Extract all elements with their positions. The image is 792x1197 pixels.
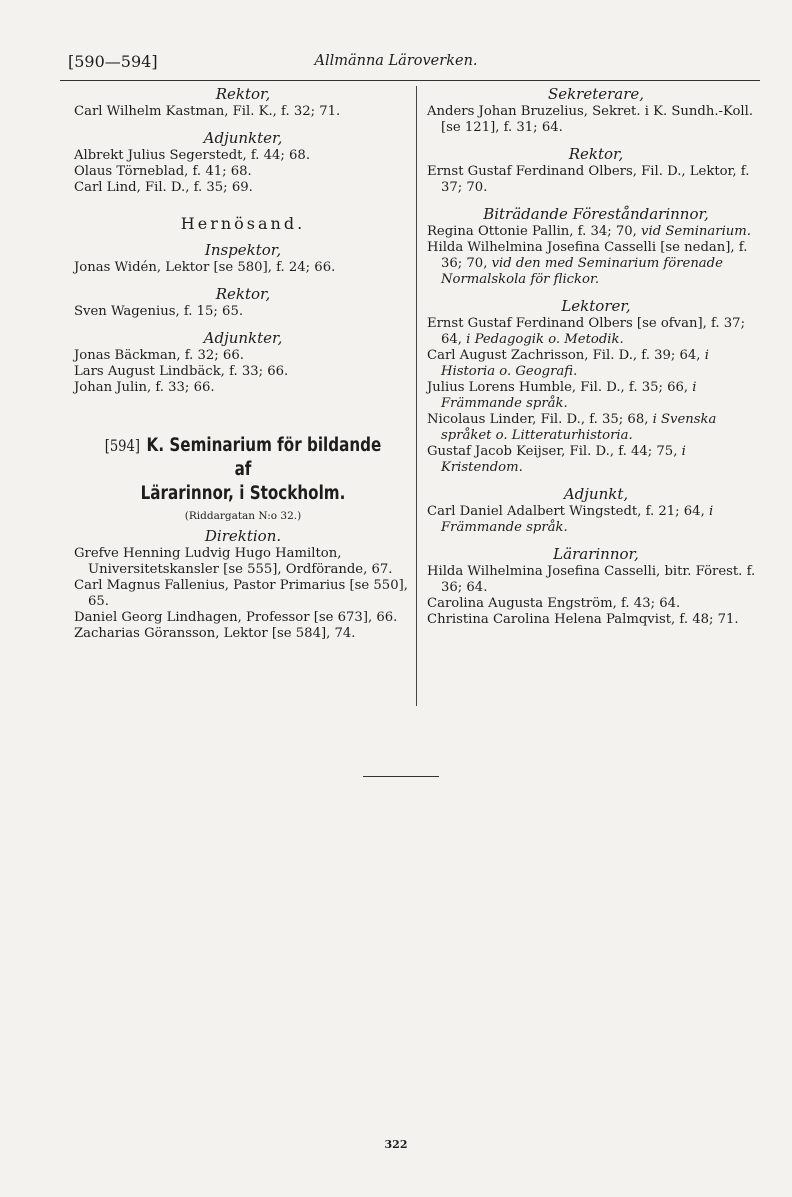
seminarium-title-line2: Lärarinnor, i Stockholm. (140, 483, 346, 504)
section-heading: Sekreterare, (547, 85, 645, 103)
entry: Grefve Henning Ludvig Hugo Hamilton, Universitetskansler [se 555], Ordförande, 67. (74, 546, 393, 577)
city-heading: Hernösand. (180, 214, 306, 233)
entry: Carolina Augusta Engström, f. 43; 64. (427, 596, 681, 611)
entry: Anders Johan Bruzelius, Sekret. i K. Sundh.-Koll. [se 121], f. 31; 64. (427, 104, 754, 135)
page-number: 322 (384, 1138, 408, 1151)
entry-text: Gustaf Jacob Keijser, Fil. D., f. 44; 75, (427, 444, 678, 459)
section-heading: Lektorer, (561, 297, 631, 315)
entry-text: Carl Daniel Adalbert Wingstedt, f. 21; 64, (427, 504, 705, 519)
entry-note: vid Seminarium. (636, 224, 751, 239)
seminarium-address: (Riddargatan N:o 32.) (184, 510, 302, 522)
header-rule (60, 80, 760, 81)
right-column (427, 86, 765, 628)
entry: Carl Magnus Fallenius, Pastor Primarius [se 550], 65. (74, 578, 408, 609)
entry-note: i Pedagogik o. Metodik. (461, 332, 624, 347)
seminarium-title-line1: K. Seminarium för bildande af (146, 435, 382, 480)
entry-text: Nicolaus Linder, Fil. D., f. 35; 68, (427, 412, 649, 427)
left-column (74, 86, 412, 642)
entry: Jonas Widén, Lektor [se 580], f. 24; 66. (74, 260, 336, 275)
seminarium-title (104, 434, 381, 506)
section-heading: Adjunkter, (203, 329, 283, 347)
entry: Carl Wilhelm Kastman, Fil. K., f. 32; 71. (74, 104, 341, 119)
running-title: Allmänna Läroverken. (314, 53, 478, 69)
entry (427, 224, 765, 240)
section-heading: Rektor, (215, 85, 271, 103)
entry-note: vid den med Seminarium förenade Normalskola för flickor. (441, 256, 723, 287)
entry: Olaus Törneblad, f. 41; 68. (74, 164, 252, 179)
entry: Sven Wagenius, f. 15; 65. (74, 304, 244, 319)
section-heading: Rektor, (568, 145, 624, 163)
end-rule (363, 776, 439, 777)
entry-text: Julius Lorens Humble, Fil. D., f. 35; 66, (427, 380, 689, 395)
entry (427, 412, 765, 444)
entry (427, 380, 765, 412)
entry-text: Hilda Wilhelmina Josefina Casselli [se nedan], f. 36; 70, (427, 240, 748, 271)
entry: Jonas Bäckman, f. 32; 66. (74, 348, 244, 363)
entry-text: Regina Ottonie Pallin, f. 34; 70, (427, 224, 637, 239)
entry: Lars August Lindbäck, f. 33; 66. (74, 364, 289, 379)
entry (427, 316, 765, 348)
section-heading: Biträdande Föreståndarinnor, (483, 205, 709, 223)
entry: Albrekt Julius Segerstedt, f. 44; 68. (74, 148, 311, 163)
entry: Daniel Georg Lindhagen, Professor [se 673], 66. (74, 610, 398, 625)
entry: Johan Julin, f. 33; 66. (74, 380, 215, 395)
entry: Carl Lind, Fil. D., f. 35; 69. (74, 180, 253, 195)
entry-text: Ernst Gustaf Ferdinand Olbers [se ofvan], f. 37; 64, (427, 316, 746, 347)
section-heading: Adjunkt, (563, 485, 629, 503)
entry: Christina Carolina Helena Palmqvist, f. 48; 71. (427, 612, 739, 627)
entry-note: i Svenska språket o. Litteraturhistoria. (441, 412, 717, 443)
entry (427, 504, 765, 536)
entry (427, 444, 765, 476)
entry: Zacharias Göransson, Lektor [se 584], 74. (74, 626, 356, 641)
section-heading: Rektor, (215, 285, 271, 303)
section-heading: Adjunkter, (203, 129, 283, 147)
entry-note: i Historia o. Geografi. (441, 348, 709, 379)
entry (427, 348, 765, 380)
entry-text: Carl August Zachrisson, Fil. D., f. 39; 64, (427, 348, 701, 363)
entry: Hilda Wilhelmina Josefina Casselli, bitr. Förest. f. 36; 64. (427, 564, 756, 595)
section-heading: Direktion. (204, 527, 282, 545)
page-range: [590—594] (68, 52, 158, 71)
section-heading: Inspektor, (204, 241, 282, 259)
column-divider (416, 86, 417, 706)
seminarium-number: [594] (104, 436, 141, 455)
entry-note: i Främmande språk. (441, 380, 697, 411)
entry-note: i Främmande språk. (441, 504, 714, 535)
section-heading: Lärarinnor, (553, 545, 639, 563)
entry (427, 240, 765, 288)
entry: Ernst Gustaf Ferdinand Olbers, Fil. D., Lektor, f. 37; 70. (427, 164, 750, 195)
entry-note: i Kristendom. (441, 444, 686, 475)
